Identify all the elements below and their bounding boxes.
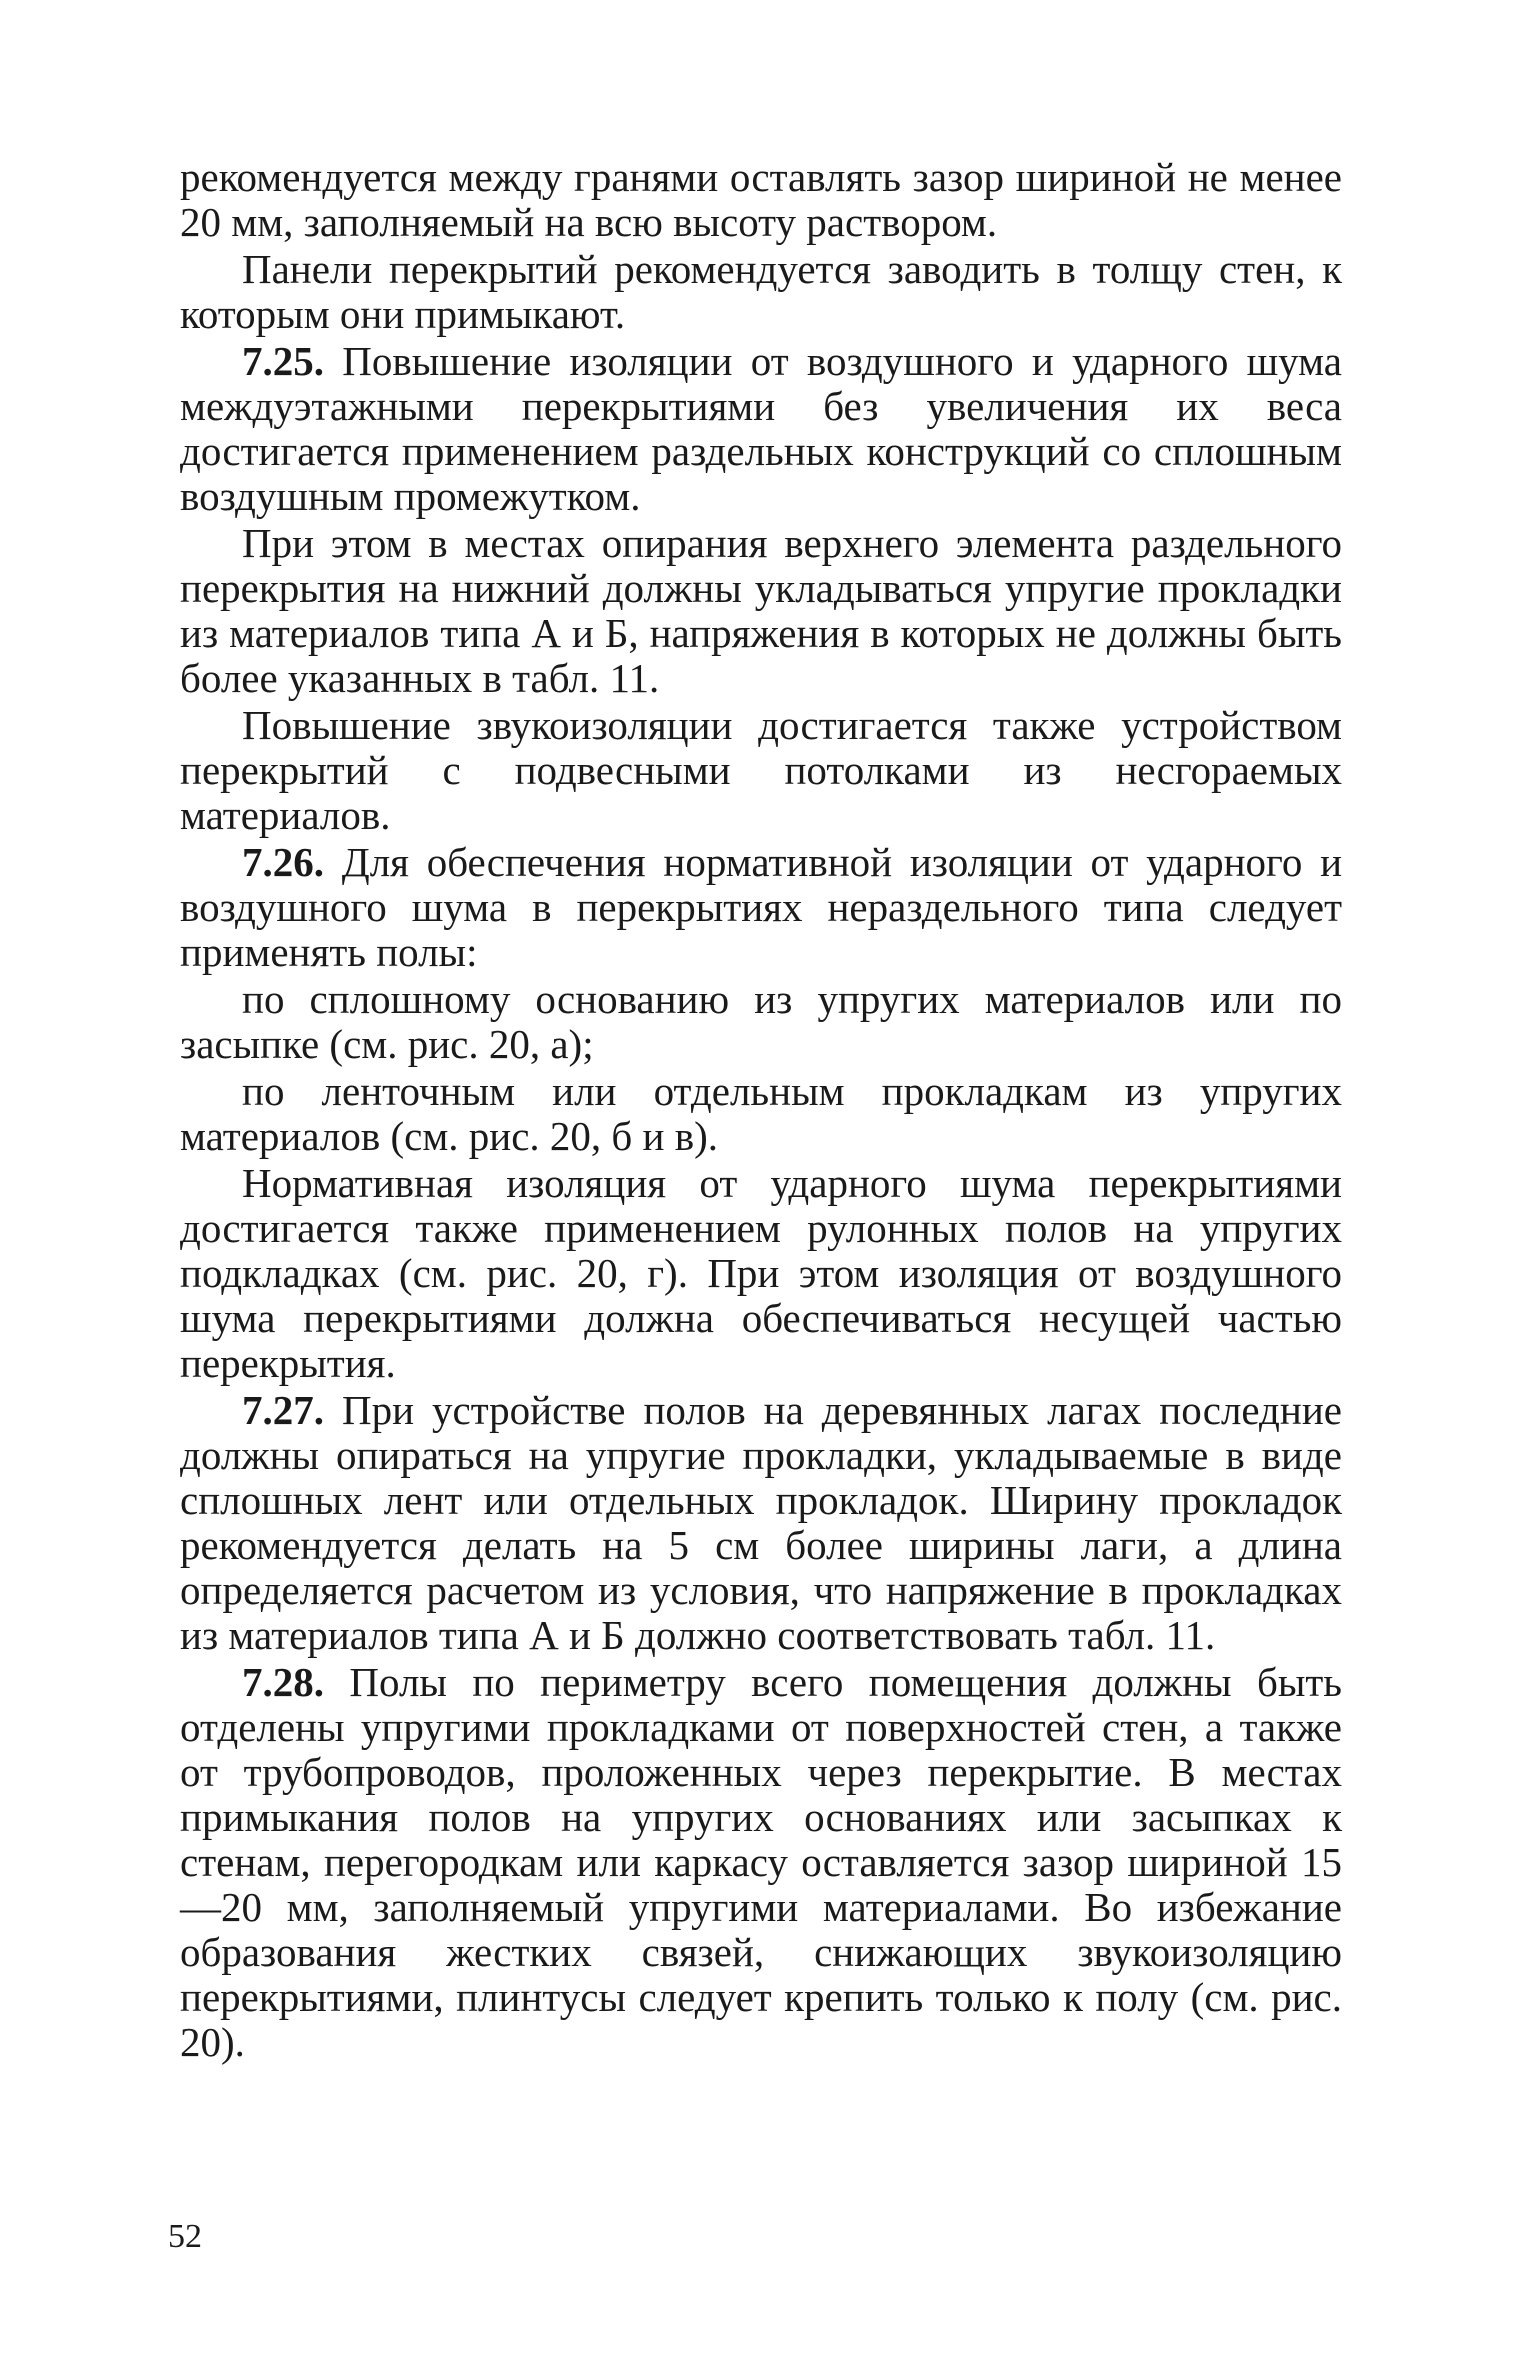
paragraph-3 <box>180 339 1342 519</box>
section-number: 7.25. <box>242 338 324 384</box>
paragraph-7 <box>180 977 1342 1067</box>
paragraph-text: по ленточным или отдельным прокладкам из упругих материалов (см. рис. 20, б и в). <box>180 1068 1342 1159</box>
page-body <box>180 155 1342 2065</box>
paragraph-6 <box>180 840 1342 975</box>
paragraph-text: Нормативная изоляция от ударного шума перекрытиями достигается также применением рулонных полов на упругих подкладках (см. рис. 20, г). При этом изоляция от воздушного шума перекрытиями должна обеспечиваться несущей частью перекрытия. <box>180 1160 1342 1386</box>
paragraph-8 <box>180 1069 1342 1159</box>
section-number: 7.26. <box>242 839 324 885</box>
paragraph-11 <box>180 1660 1342 2065</box>
paragraph-text: по сплошному основанию из упругих материалов или по засыпке (см. рис. 20, а); <box>180 976 1342 1067</box>
paragraph-4 <box>180 521 1342 701</box>
paragraph-9 <box>180 1161 1342 1386</box>
paragraph-10 <box>180 1388 1342 1658</box>
paragraph-text: При этом в местах опирания верхнего элемента раздельного перекрытия на нижний должны укладываться упругие прокладки из материалов типа А и Б, напряжения в которых не должны быть более указанных в табл. 11. <box>180 520 1342 701</box>
paragraph-text: Полы по периметру всего помещения должны быть отделены упругими прокладками от поверхностей стен, а также от трубопроводов, проложенных через перекрытие. В местах примыкания полов на упругих основаниях или засыпках к стенам, перегородкам или каркасу оставляется зазор шириной 15—20 мм, заполняемый упругими материалами. Во избежание образования жестких связей, снижающих звукоизоляцию перекрытиями, плинтусы следует крепить только к полу (см. рис. 20). <box>180 1659 1342 2065</box>
section-number: 7.28. <box>242 1659 324 1705</box>
page-number: 52 <box>168 2218 202 2255</box>
paragraph-text: рекомендуется между гранями оставлять зазор шириной не менее 20 мм, заполняемый на всю высоту раствором. <box>180 154 1342 245</box>
section-number: 7.27. <box>242 1387 324 1433</box>
paragraph-text: Повышение звукоизоляции достигается также устройством перекрытий с подвесными потолками из несгораемых материалов. <box>180 702 1342 838</box>
paragraph-5 <box>180 703 1342 838</box>
paragraph-1 <box>180 155 1342 245</box>
paragraph-text: Панели перекрытий рекомендуется заводить в толщу стен, к которым они примыкают. <box>180 246 1342 337</box>
paragraph-text: Повышение изоляции от воздушного и ударного шума междуэтажными перекрытиями без увеличения их веса достигается применением раздельных конструкций со сплошным воздушным промежутком. <box>180 338 1342 519</box>
paragraph-text: При устройстве полов на деревянных лагах последние должны опираться на упругие прокладки, укладываемые в виде сплошных лент или отдельных прокладок. Ширину прокладок рекомендуется делать на 5 см более ширины лаги, а длина определяется расчетом из условия, что напряжение в прокладках из материалов типа А и Б должно соответствовать табл. 11. <box>180 1387 1343 1658</box>
paragraph-2 <box>180 247 1342 337</box>
paragraph-text: Для обеспечения нормативной изоляции от ударного и воздушного шума в перекрытиях нераздельного типа следует применять полы: <box>180 839 1343 975</box>
